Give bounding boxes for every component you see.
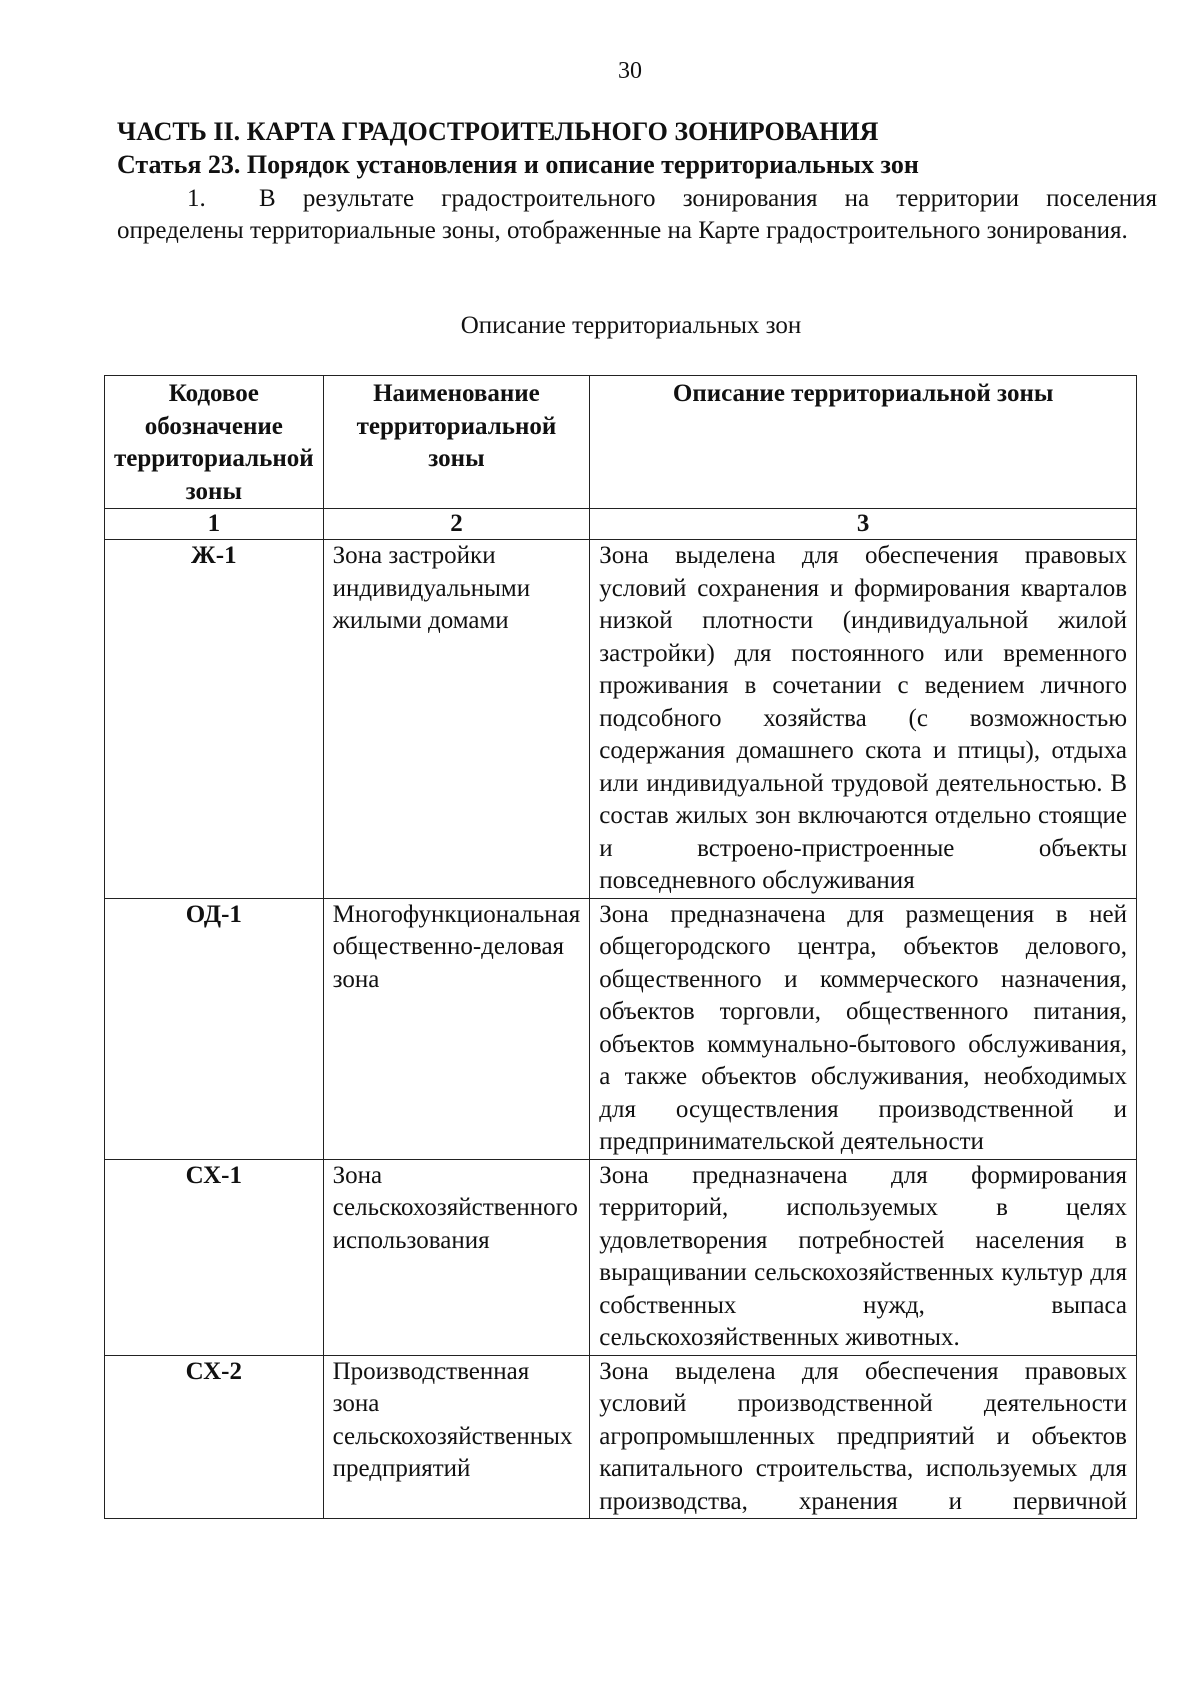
table-row — [105, 898, 1137, 1159]
article-heading: Статья 23. Порядок установления и описание территориальных зон — [117, 150, 919, 179]
paragraph-number: 1. — [187, 185, 206, 212]
zone-description: Зона выделена для обеспечения правовых условий сохранения и формирования кварталов низкой плотности (индивидуальной жилой застройки) для постоянного или временного проживания в сочетании с ведением личного подсобного хозяйства (с возможностью содержания домашнего скота и птицы), отдыха или индивидуальной трудовой деятельностью. В состав жилых зон включаются отдельно стоящие и встроено-пристроенные объекты повседневного обслуживания — [590, 540, 1137, 899]
zone-name: Зона застройки индивидуальными жилыми домами — [323, 540, 590, 899]
header-code: Кодовое обозначение территориальной зоны — [105, 376, 324, 509]
header-description: Описание территориальной зоны — [590, 376, 1137, 509]
zone-description: Зона предназначена для формирования территорий, используемых в целях удовлетворения потребностей населения в выращивании сельскохозяйственных культур для собственных нужд, выпаса сельскохозяйственных животных. — [590, 1159, 1137, 1355]
column-number: 1 — [105, 509, 324, 540]
zone-code: СХ-1 — [105, 1159, 324, 1355]
part-heading: ЧАСТЬ II. КАРТА ГРАДОСТРОИТЕЛЬНОГО ЗОНИРОВАНИЯ — [117, 117, 879, 146]
zone-name: Многофункциональная общественно-деловая зона — [323, 898, 590, 1159]
header-name: Наименование территориальной зоны — [323, 376, 590, 509]
zone-code: ОД-1 — [105, 898, 324, 1159]
zone-description: Зона выделена для обеспечения правовых условий производственной деятельности агропромышленных предприятий и объектов капитального строительства, используемых для производства, хранения и первичной — [590, 1355, 1137, 1519]
zone-name: Зона сельскохозяйственного использования — [323, 1159, 590, 1355]
zones-table — [104, 375, 1137, 1519]
zone-code: СХ-2 — [105, 1355, 324, 1519]
table-row — [105, 1355, 1137, 1519]
zone-name: Производственная зона сельскохозяйственных предприятий — [323, 1355, 590, 1519]
zone-description: Зона предназначена для размещения в ней общегородского центра, объектов делового, общественного и коммерческого назначения, объектов торговли, общественного питания, объектов коммунально-бытового обслуживания, а также объектов обслуживания, необходимых для осуществления производственной и предпринимательской деятельности — [590, 898, 1137, 1159]
paragraph-1 — [117, 183, 1157, 247]
page-number: 30 — [618, 58, 642, 84]
table-row — [105, 540, 1137, 899]
column-number-row — [105, 509, 1137, 540]
table-row — [105, 1159, 1137, 1355]
column-number: 2 — [323, 509, 590, 540]
column-number: 3 — [590, 509, 1137, 540]
zone-code: Ж-1 — [105, 540, 324, 899]
table-header-row — [105, 376, 1137, 509]
table-caption: Описание территориальных зон — [460, 312, 802, 339]
paragraph-text: В результате градостроительного зонирования на территории поселения определены территориальные зоны, отображенные на Карте градостроительного зонирования. — [117, 185, 1157, 244]
